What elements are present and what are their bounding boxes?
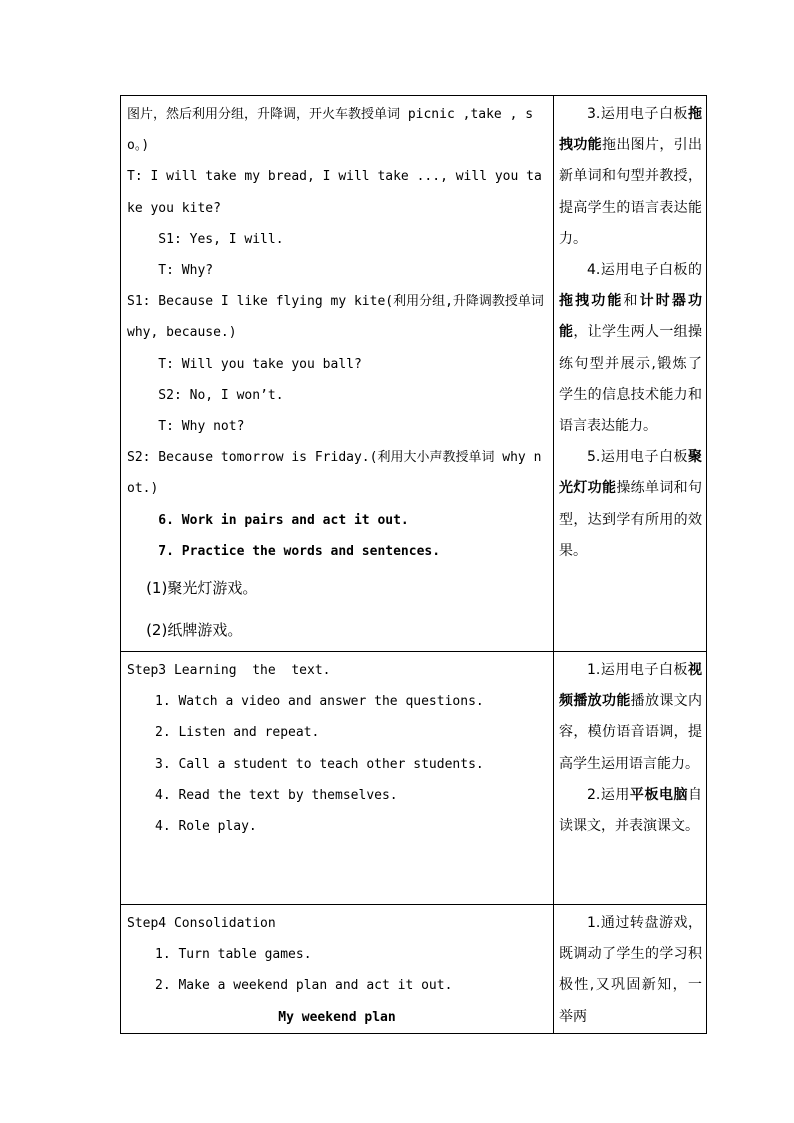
list-item: 3. Call a student to teach other students. — [155, 756, 484, 772]
list-item: 4. Read the text by themselves. — [155, 787, 398, 803]
design-intent-cell — [554, 652, 707, 905]
table-row — [121, 96, 707, 652]
list-item: 1. Watch a video and answer the questions. — [155, 694, 484, 710]
text-line: S2: No, I won’t. — [127, 387, 284, 403]
text-line: T: Why? — [127, 263, 214, 279]
text-line: T: Will you take you ball? — [127, 356, 362, 372]
procedure-cell — [121, 652, 554, 905]
note-paragraph: 5.运用电子白板聚光灯功能操练单词和句型，达到学有所用的效果。 — [559, 449, 703, 559]
lesson-plan-table — [120, 95, 707, 1034]
procedure-cell — [121, 96, 554, 652]
text-line: T: Why not? — [127, 419, 245, 435]
note-paragraph: 2.运用平板电脑自读课文，并表演课文。 — [559, 786, 703, 835]
text-line: S1: Because I like flying my kite(利用分组,升降调教授单词 why, because.) — [127, 294, 544, 341]
note-paragraph: 1.运用电子白板视频播放功能播放课文内容，模仿语音语调，提高学生运用语言能力。 — [559, 662, 703, 772]
text-line: (1)聚光灯游戏。 — [127, 579, 258, 598]
list-item: 4. Role play. — [155, 819, 257, 835]
step-heading: Step4 Consolidation — [127, 916, 276, 932]
text-line: T: I will take my bread, I will take ..., will you take you kite? — [127, 169, 542, 216]
text-line: (2)纸牌游戏。 — [127, 621, 243, 640]
step-heading: Step3 Learning the text. — [127, 663, 331, 679]
text-line: S2: Because tomorrow is Friday.(利用大小声教授单词 why not.) — [127, 450, 542, 497]
text-line: 7. Practice the words and sentences. — [127, 543, 441, 559]
note-paragraph: 4.运用电子白板的拖拽功能和计时器功能，让学生两人一组操练句型并展示,锻炼了学生的信息技术能力和语言表达能力。 — [559, 262, 703, 435]
table-row — [121, 905, 707, 1034]
table-row — [121, 652, 707, 905]
design-intent-cell — [554, 96, 707, 652]
list-item: 2. Make a weekend plan and act it out. — [155, 978, 453, 994]
procedure-cell — [121, 905, 554, 1034]
text-line: S1: Yes, I will. — [127, 231, 284, 247]
text-line: 6. Work in pairs and act it out. — [127, 512, 409, 528]
note-paragraph: 1.通过转盘游戏，既调动了学生的学习积极性,又巩固新知，一举两 — [559, 915, 702, 1025]
note-paragraph: 3.运用电子白板拖拽功能拖出图片，引出新单词和句型并教授，提高学生的语言表达能力。 — [559, 106, 702, 247]
plan-title: My weekend plan — [278, 1009, 396, 1025]
design-intent-cell — [554, 905, 707, 1034]
text-line: 图片，然后利用分组，升降调，开火车教授单词 picnic ,take , so。) — [127, 107, 534, 154]
list-item: 2. Listen and repeat. — [155, 725, 320, 741]
list-item: 1. Turn table games. — [155, 947, 312, 963]
